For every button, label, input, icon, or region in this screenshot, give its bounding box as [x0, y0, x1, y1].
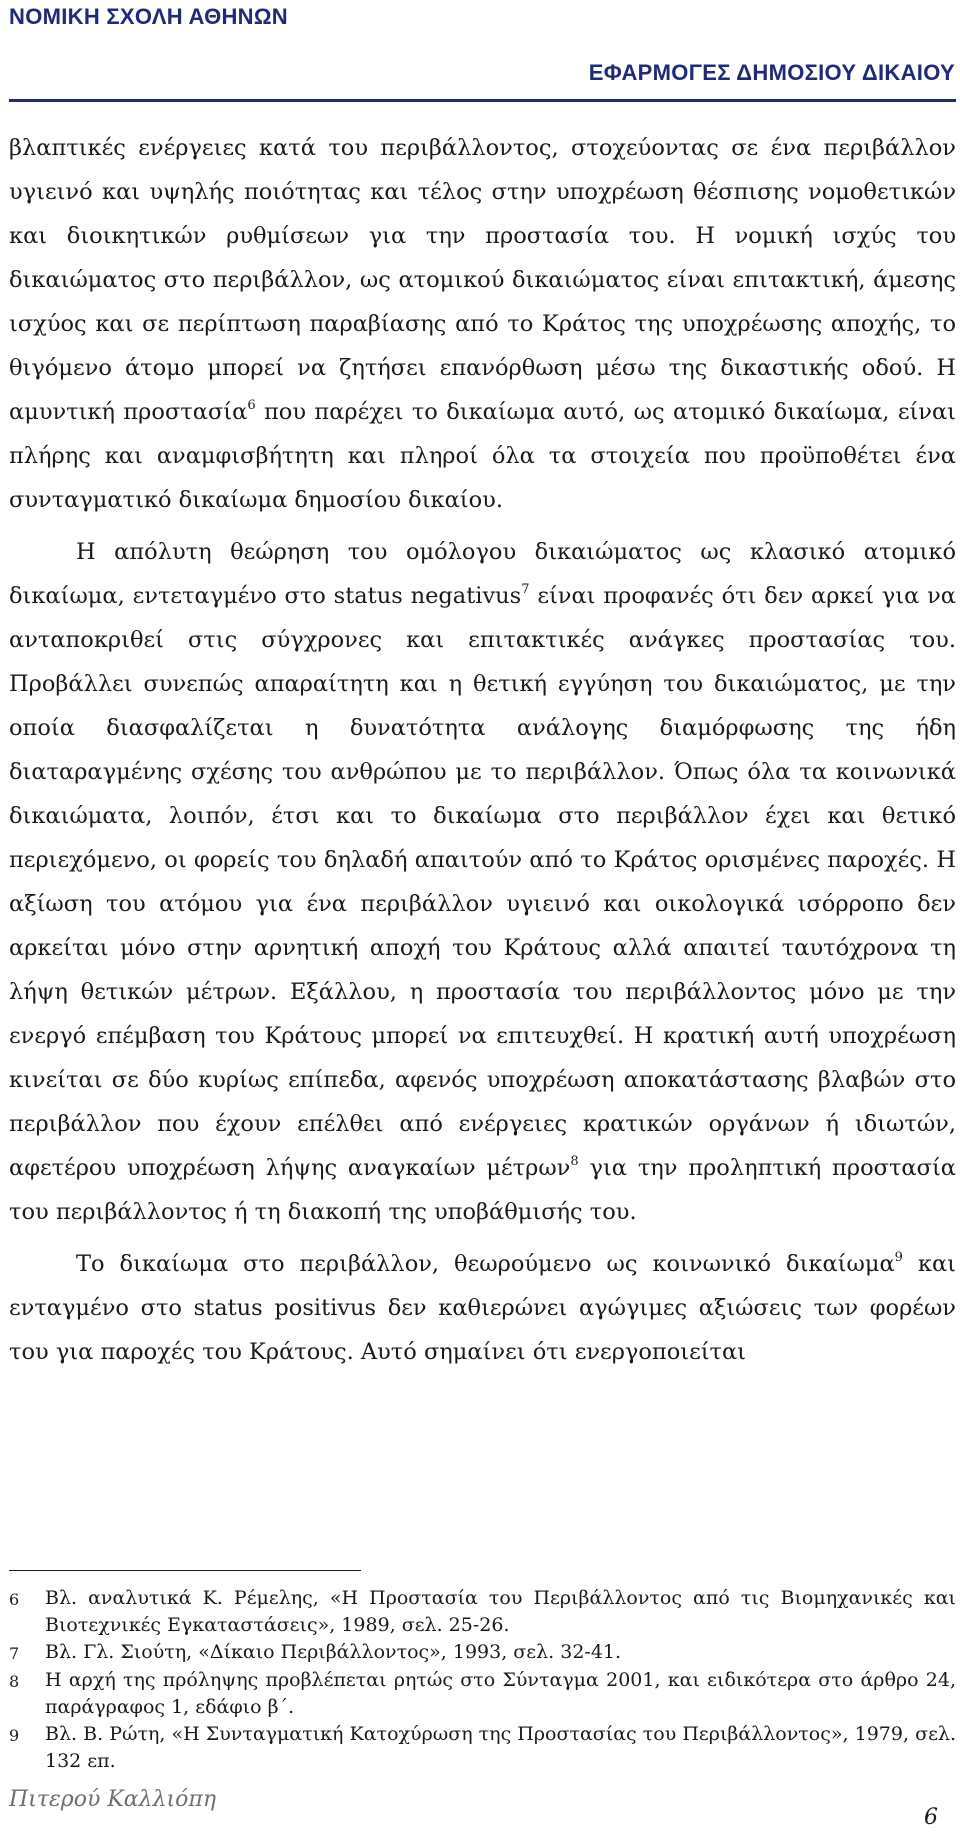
- paragraph-2-text-b: είναι προφανές ότι δεν αρκεί για να ανταποκριθεί στις σύγχρονες και επιτακτικές ανάγκες προστασίας του. Προβάλλει συνεπώς απαραίτητη και η θετική εγγύηση του δικαιώματος, με την οποία διασφαλίζεται η δυνατότητα ανάλογης διαμόρφωσης της ήδη διαταραγμένης σχέσης του ανθρώπου με το περιβάλλον. Όπως όλα τα κοινωνικά δικαιώματα, λοιπόν, έτσι και το δικαίωμα στο περιβάλλον έχει και θετικό περιεχόμενο, οι φορείς του δηλαδή απαιτούν από το Κράτος ορισμένες παροχές. Η αξίωση του ατόμου για ένα περιβάλλον υγιεινό και οικολογικά ισόρροπο δεν αρκείται μόνο στην αρνητική αποχή του Κράτους αλλά απαιτεί ταυτόχρονα τη λήψη θετικών μέτρων. Εξάλλου, η προστασία του περιβάλλοντος μόνο με την ενεργό επέμβαση του Κράτους μπορεί να επιτευχθεί. Η κρατική αυτή υποχρέωση κινείται σε δύο κυρίως επίπεδα, αφενός υποχρέωση αποκατάστασης βλαβών στο περιβάλλον που έχουν επέλθει από ενέργειες κρατικών οργάνων ή ιδιωτών, αφετέρου υποχρέωση λήψης αναγκαίων μέτρων: [9, 583, 956, 1181]
- page-number: 6: [924, 1805, 938, 1830]
- paragraph-3-text-b: και ενταγμένο στο status positivus δεν καθιερώνει αγώγιμες αξιώσεις των φορέων του για παροχές του Κράτους. Αυτό σημαίνει ότι ενεργοποιείται: [9, 1251, 956, 1365]
- footnote-separator: [9, 1570, 361, 1571]
- header-course-title: ΕΦΑΡΜΟΓΕΣ ΔΗΜΟΣΙΟΥ ΔΙΚΑΙΟΥ: [588, 60, 955, 85]
- header-divider: [9, 99, 956, 102]
- footnote-ref-7[interactable]: 7: [521, 581, 530, 597]
- footnote-number: 7: [9, 1644, 20, 1663]
- footnote-text: Βλ. Β. Ρώτη, «Η Συνταγματική Κατοχύρωση της Προστασίας του Περιβάλλοντος», 1979, σελ. 132 επ.: [45, 1723, 956, 1772]
- footnote-ref-6[interactable]: 6: [247, 397, 256, 413]
- footnote-text: Βλ. αναλυτικά Κ. Ρέμελης, «Η Προστασία του Περιβάλλοντος από τις Βιομηχανικές και Βιοτεχνικές Εγκαταστάσεις», 1989, σελ. 25-26.: [45, 1587, 956, 1636]
- paragraph-2-text-c: για την προληπτική προστασία του περιβάλλοντος ή τη διακοπή της υποβάθμισής του.: [9, 1155, 956, 1225]
- paragraph-1-text-b: που παρέχει το δικαίωμα αυτό, ως ατομικό δικαίωμα, είναι πλήρης και αναμφισβήτητη και πληροί όλα τα στοιχεία που προϋποθέτει ένα συνταγματικό δικαίωμα δημοσίου δικαίου.: [9, 399, 956, 513]
- footnote-ref-9[interactable]: 9: [894, 1249, 903, 1265]
- footnotes: [9, 1585, 956, 1775]
- paragraph-3-text-a: Το δικαίωμα στο περιβάλλον, θεωρούμενο ως κοινωνικό δικαίωμα: [76, 1251, 895, 1277]
- header-school-name: ΝΟΜΙΚΗ ΣΧΟΛΗ ΑΘΗΝΩΝ: [9, 4, 288, 29]
- body-text: [9, 126, 956, 1382]
- footnote-number: 6: [9, 1590, 20, 1609]
- footnote-9: [9, 1721, 956, 1775]
- footnote-ref-8[interactable]: 8: [570, 1153, 579, 1169]
- footnote-number: 9: [9, 1726, 20, 1745]
- paragraph-1: [9, 126, 956, 522]
- document-page: [9, 0, 956, 1834]
- paragraph-3: [9, 1242, 956, 1374]
- paragraph-2-text-a: Η απόλυτη θεώρηση του ομόλογου δικαιώματος ως κλασικό ατομικό δικαίωμα, εντεταγμένο στο status negativus: [9, 539, 956, 609]
- paragraph-1-text-a: βλαπτικές ενέργειες κατά του περιβάλλοντος, στοχεύοντας σε ένα περιβάλλον υγιεινό και υψηλής ποιότητας και τέλος στην υποχρέωση θέσπισης νομοθετικών και διοικητικών ρυθμίσεων για την προστασία του. Η νομική ισχύς του δικαιώματος στο περιβάλλον, ως ατομικού δικαιώματος είναι επιτακτική, άμεσης ισχύος και σε περίπτωση παραβίασης από το Κράτος της υποχρέωσης αποχής, το θιγόμενο άτομο μπορεί να ζητήσει επανόρθωση μέσω της δικαστικής οδού. Η αμυντική προστασία: [9, 135, 956, 425]
- paragraph-2: [9, 530, 956, 1234]
- footnote-text: Η αρχή της πρόληψης προβλέπεται ρητώς στο Σύνταγμα 2001, και ειδικότερα στο άρθρο 24, παράγραφος 1, εδάφιο β΄.: [45, 1669, 956, 1718]
- footnote-text: Βλ. Γλ. Σιούτη, «Δίκαιο Περιβάλλοντος», 1993, σελ. 32-41.: [45, 1641, 622, 1663]
- footnote-6: [9, 1585, 956, 1639]
- footnote-number: 8: [9, 1672, 20, 1691]
- footnote-7: [9, 1639, 956, 1667]
- footer-author: Πιτερού Καλλιόπη: [9, 1787, 217, 1812]
- footnote-8: [9, 1667, 956, 1721]
